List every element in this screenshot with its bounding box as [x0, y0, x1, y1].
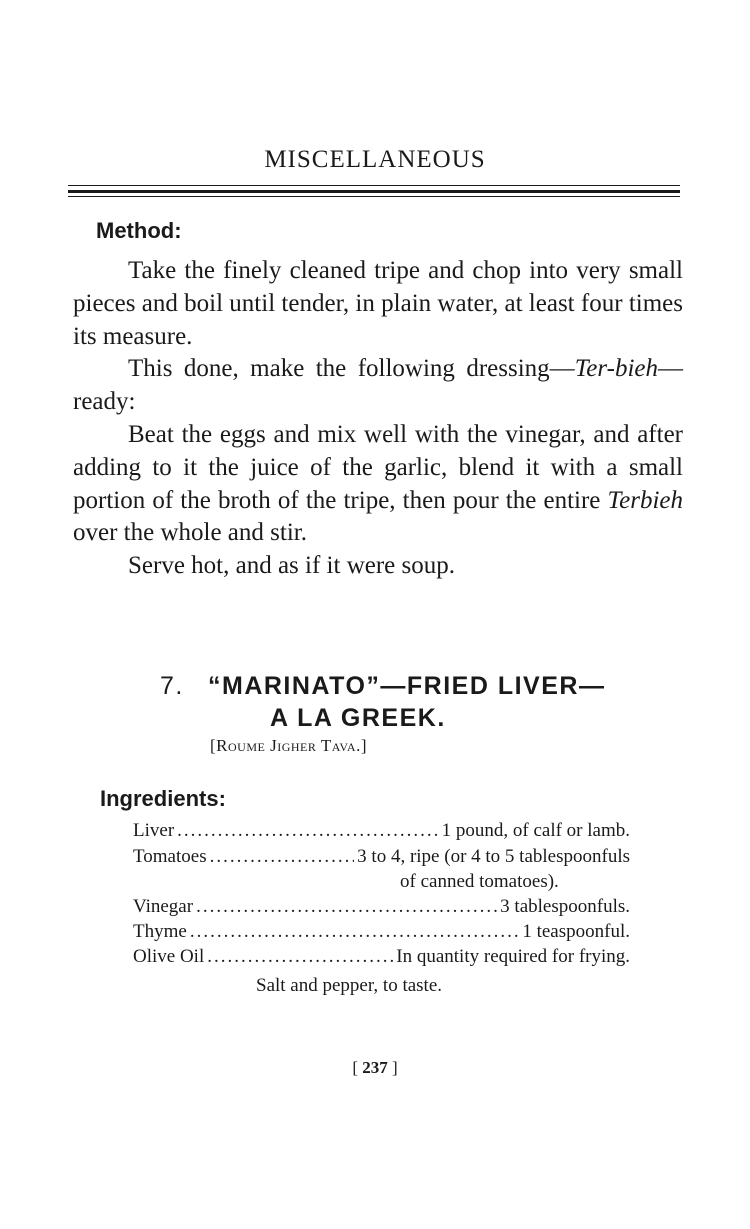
ingredient-row: [133, 820, 630, 842]
ingredients-heading: Ingredients:: [100, 786, 226, 811]
terbieh-term: Ter-bieh: [574, 355, 658, 383]
subtitle-text: Roume Jigher Tava.: [216, 736, 361, 755]
ingredient-row: [133, 921, 630, 943]
paragraph-2-text: This done, make the following dressing—: [128, 355, 575, 383]
ingredient-name: Olive Oil: [133, 946, 205, 967]
recipe-number: 7.: [160, 672, 184, 700]
ingredient-name: Tomatoes: [133, 846, 207, 867]
ingredient-row: [133, 896, 630, 918]
ingredient-amount: 1 teaspoonful.: [522, 921, 630, 942]
seasoning-note: Salt and pepper, to taste.: [256, 975, 443, 996]
page-number: [0, 1058, 750, 1078]
subtitle-close-bracket: ]: [360, 736, 368, 755]
ingredient-name: Liver: [133, 820, 175, 841]
header-rule-thin-bottom: [68, 196, 680, 197]
ingredient-row: [133, 846, 630, 868]
page-number-value: 237: [362, 1058, 388, 1077]
leader-dots: [196, 896, 497, 918]
paragraph-3-text: Beat the eggs and mix well with the vinegar, and after adding to it the juice of the garlic, blend it with a small portion of the broth of the tripe, then pour the entire: [73, 420, 683, 514]
leader-dots: [207, 946, 393, 968]
ingredient-name: Vinegar: [133, 896, 194, 917]
ingredient-amount: In quantity required for frying.: [396, 946, 630, 967]
terbieh-term: Terbieh: [607, 486, 683, 514]
ingredient-amount-continuation: of canned tomatoes).: [400, 871, 559, 892]
page-number-close-bracket: ]: [392, 1058, 398, 1077]
ingredient-amount: 3 to 4, ripe (or 4 to 5 tablespoonfuls: [357, 846, 630, 867]
header-rule-thin-top: [68, 185, 680, 186]
ingredient-name: Thyme: [133, 921, 187, 942]
subtitle-open-bracket: [: [210, 736, 217, 755]
method-paragraph-1: Take the finely cleaned tripe and chop into very small pieces and boil until tender, in plain water, at least four times its measure.: [73, 257, 683, 350]
recipe-title-line-2: A LA GREEK.: [270, 704, 446, 732]
ingredient-amount: 3 tablespoonfuls.: [500, 896, 630, 917]
method-paragraph-3: [73, 419, 683, 550]
method-text: [73, 255, 683, 583]
paragraph-3-end: over the whole and stir.: [73, 519, 307, 547]
leader-dots: [210, 846, 355, 868]
leader-dots: [177, 820, 438, 842]
page-number-open-bracket: [: [352, 1058, 358, 1077]
method-paragraph-4: Serve hot, and as if it were soup.: [128, 552, 456, 580]
leader-dots: [190, 921, 520, 943]
method-heading: Method:: [96, 218, 182, 243]
recipe-subtitle: [210, 736, 367, 756]
method-paragraph-2: [73, 353, 683, 419]
running-head: MISCELLANEOUS: [264, 146, 486, 173]
paragraph-2-end: —ready:: [73, 355, 683, 416]
ingredient-row: [133, 946, 630, 968]
header-rule-thick: [68, 190, 680, 193]
recipe-title-line-1: “MARINATO”—FRIED LIVER—: [208, 672, 606, 700]
ingredient-amount: 1 pound, of calf or lamb.: [441, 820, 630, 841]
